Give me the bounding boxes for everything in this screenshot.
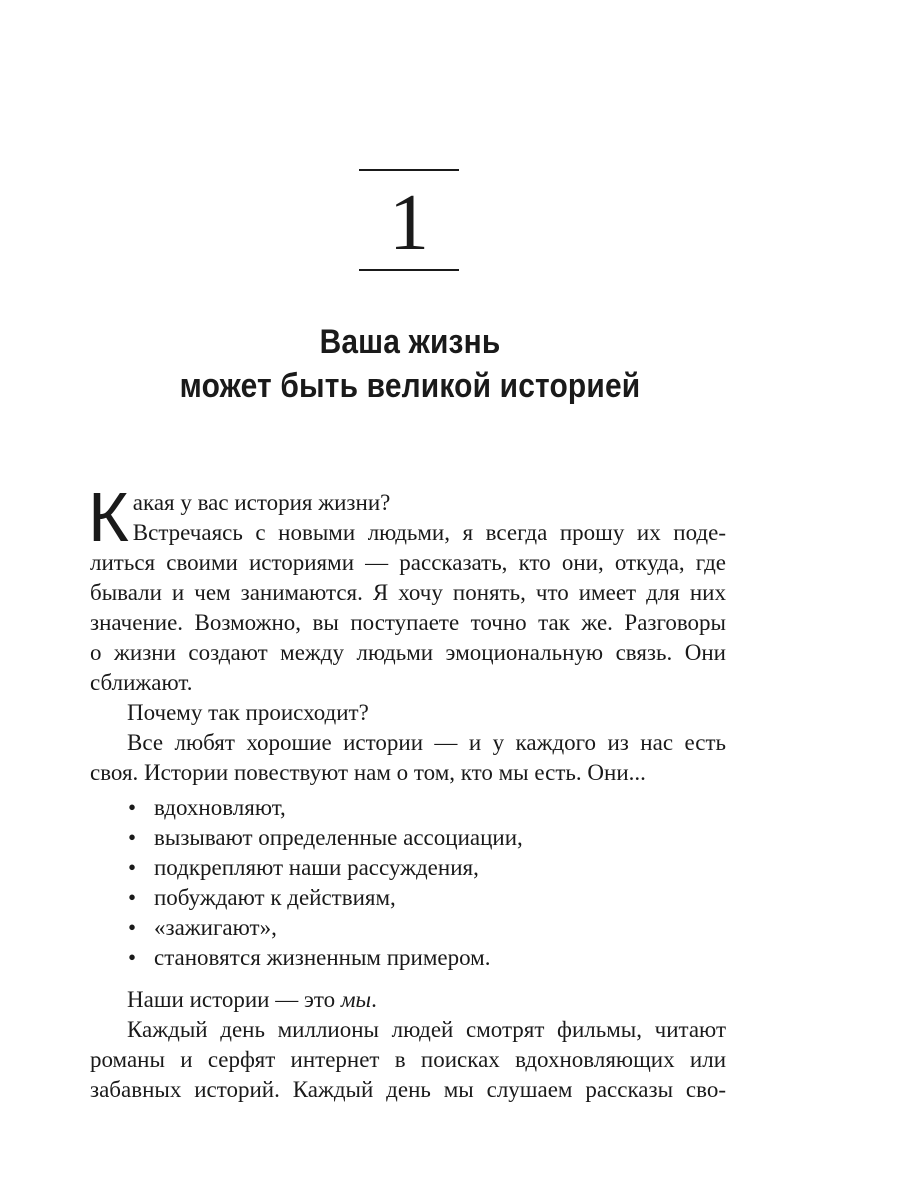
- list-item: • побуждают к действиям,: [90, 883, 726, 913]
- body-question: Почему так происходит?: [127, 700, 369, 725]
- bullet-list: [90, 793, 726, 973]
- chapter-title-line-1: Ваша жизнь: [319, 323, 501, 361]
- chapter-title: [49, 320, 771, 408]
- bullet-icon: •: [128, 915, 137, 940]
- closing-paragraphs: [90, 985, 726, 1105]
- body-line: Каждый день миллионы людей смотрят фильмы, читают: [127, 1017, 726, 1042]
- list-item: • вызывают определенные ассоциации,: [90, 823, 726, 853]
- list-item: • становятся жизненным примером.: [90, 943, 726, 973]
- body-line: своя. Истории повествуют нам о том, кто мы есть. Они...: [90, 760, 646, 785]
- body-line: забавных историй. Каждый день мы слушаем рассказы сво-: [90, 1077, 726, 1102]
- body-line: о жизни создают между людьми эмоциональную связь. Они: [90, 640, 726, 665]
- body-line: романы и серфят интернет в поисках вдохновляющих или: [90, 1047, 726, 1072]
- chapter-rule-top: [359, 169, 459, 171]
- body-line: Все любят хорошие истории — и у каждого из нас есть: [127, 730, 726, 755]
- body-line: литься своими историями — рассказать, кто они, откуда, где: [90, 550, 726, 575]
- bullet-icon: •: [128, 885, 137, 910]
- closing-statement: Наши истории — это мы.: [127, 987, 377, 1012]
- chapter-rule-bottom: [359, 269, 459, 271]
- body-line: сближают.: [90, 670, 193, 695]
- body-line: Встречаясь с новыми людьми, я всегда прошу их поде-: [132, 520, 726, 545]
- emphasis: мы: [340, 987, 372, 1012]
- list-item: • вдохновляют,: [90, 793, 726, 823]
- chapter-number: 1: [389, 179, 429, 267]
- body-line: значение. Возможно, вы поступаете точно так же. Разговоры: [90, 610, 726, 635]
- bullet-icon: •: [128, 855, 137, 880]
- bullet-icon: •: [128, 945, 137, 970]
- intro-paragraphs: [88, 478, 726, 788]
- drop-cap: К: [88, 478, 129, 556]
- list-item: • подкрепляют наши рассуждения,: [90, 853, 726, 883]
- list-item: • «зажигают»,: [90, 913, 726, 943]
- bullet-icon: •: [128, 795, 137, 820]
- bullet-icon: •: [128, 825, 137, 850]
- body-line: бывали и чем занимаются. Я хочу понять, что имеет для них: [90, 580, 726, 605]
- intro-question: акая у вас история жизни?: [132, 490, 391, 515]
- chapter-title-line-2: может быть великой историей: [179, 367, 641, 405]
